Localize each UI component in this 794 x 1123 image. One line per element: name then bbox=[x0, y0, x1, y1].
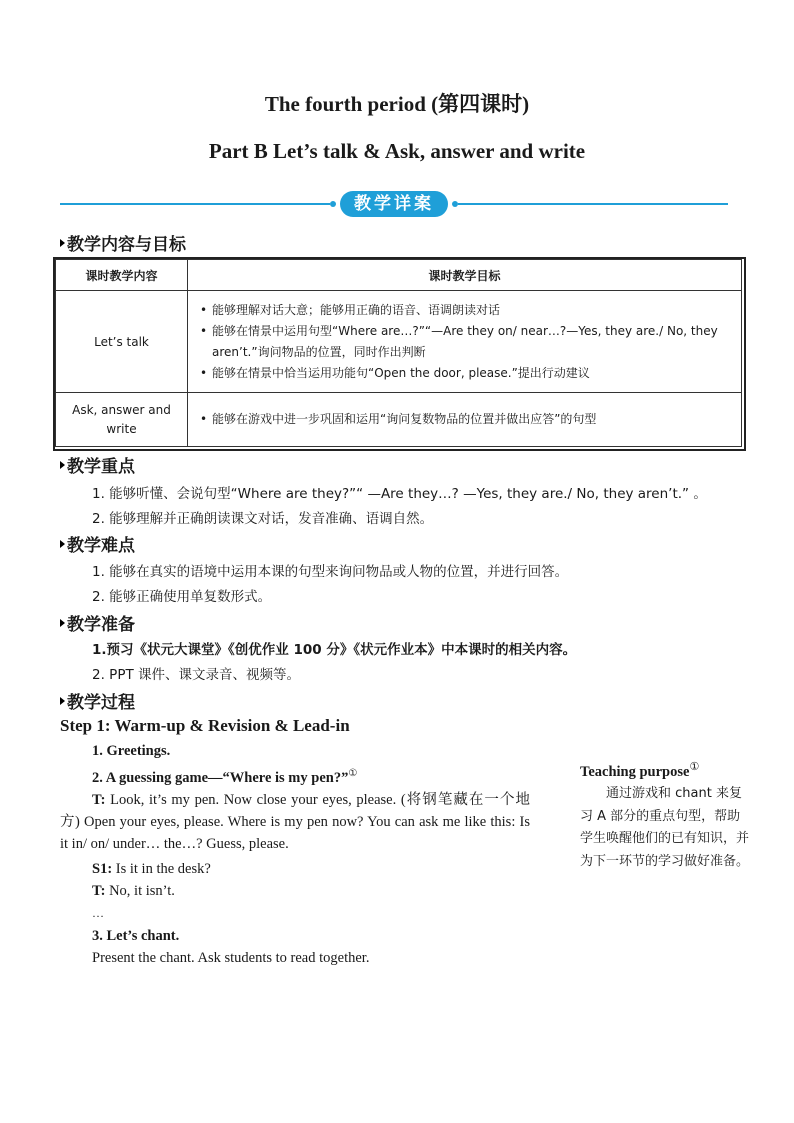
footnote-mark: ① bbox=[348, 768, 358, 779]
footnote-mark: ① bbox=[689, 761, 700, 773]
difficulty-item: 1. 能够在真实的语境中运用本课的句型来询问物品或人物的位置，并进行回答。 bbox=[92, 564, 569, 580]
table-header-goals: 课时教学目标 bbox=[188, 260, 742, 291]
key-point-item: 2. 能够理解并正确朗读课文对话，发音准确、语调自然。 bbox=[92, 511, 434, 527]
table-cell-goals bbox=[188, 291, 742, 393]
banner-dot-right bbox=[452, 201, 458, 207]
teaching-purpose-text: 通过游戏和 chant 来复习 A 部分的重点句型，帮助学生唤醒他们的已有知识，并为下一环节的学习做好准备。 bbox=[580, 786, 750, 869]
preparation-item: 2. PPT 课件、课文录音、视频等。 bbox=[92, 667, 300, 683]
ellipsis: … bbox=[92, 906, 104, 920]
section-banner bbox=[330, 191, 458, 217]
goal-item: • 能够理解对话大意；能够用正确的语音、语调朗读对话 bbox=[198, 300, 733, 321]
key-point-item: 1. 能够听懂、会说句型“Where are they?”“ —Are they…? —Yes, they are./ No, they aren’t.” 。 bbox=[92, 486, 707, 502]
triangle-bullet-icon bbox=[60, 239, 65, 247]
teacher-reply: T: No, it isn’t. bbox=[92, 883, 175, 899]
table-cell-goals bbox=[188, 393, 742, 447]
triangle-bullet-icon bbox=[60, 540, 65, 548]
goal-item: • 能够在情景中运用句型“Where are…?”“—Are they on/ near…?—Yes, they are./ No, they aren’t.”询问物品的位置，同时作出判断 bbox=[198, 321, 733, 363]
difficulty-item: 2. 能够正确使用单复数形式。 bbox=[92, 589, 272, 605]
table-cell-content: Ask, answer and write bbox=[56, 393, 188, 447]
lesson-title: The fourth period (第四课时) bbox=[264, 92, 530, 116]
table-row bbox=[56, 393, 742, 447]
objectives-table bbox=[55, 259, 742, 447]
guessing-game-item: 2. A guessing game—“Where is my pen?”① bbox=[92, 768, 358, 786]
banner-dot-left bbox=[330, 201, 336, 207]
table-header-row bbox=[56, 260, 742, 291]
section-heading-preparation: 教学准备 bbox=[60, 610, 135, 635]
section-heading-difficulties: 教学难点 bbox=[60, 531, 135, 556]
triangle-bullet-icon bbox=[60, 619, 65, 627]
lesson-subtitle: Part B Let’s talk & Ask, answer and write bbox=[208, 139, 586, 163]
triangle-bullet-icon bbox=[60, 697, 65, 705]
triangle-bullet-icon bbox=[60, 461, 65, 469]
greetings-item: 1. Greetings. bbox=[92, 743, 171, 759]
teacher-dialogue: T: Look, it’s my pen. Now close your eyes, please. (将钢笔藏在一个地方) Open your eyes, please. Where is my pen now? You can ask me like this: Is it in/ on/ under… the…? Guess, please. bbox=[60, 792, 530, 852]
step-heading: Step 1: Warm-up & Revision & Lead-in bbox=[60, 716, 350, 735]
banner-text: 教学详案 bbox=[354, 194, 434, 214]
section-heading-key-points: 教学重点 bbox=[60, 452, 135, 477]
banner-rule-right bbox=[458, 203, 728, 205]
teaching-purpose-title: Teaching purpose① bbox=[580, 761, 700, 780]
chant-description: Present the chant. Ask students to read together. bbox=[92, 950, 370, 966]
goal-item: • 能够在游戏中进一步巩固和运用“询问复数物品的位置并做出应答”的句型 bbox=[198, 409, 733, 430]
section-heading-process: 教学过程 bbox=[60, 688, 135, 713]
section-heading-content-goals: 教学内容与目标 bbox=[60, 230, 186, 255]
table-row bbox=[56, 291, 742, 393]
student-dialogue: S1: Is it in the desk? bbox=[92, 861, 211, 877]
table-header-content: 课时教学内容 bbox=[56, 260, 188, 291]
chant-item: 3. Let’s chant. bbox=[92, 928, 180, 944]
preparation-item: 1.预习《状元大课堂》《创优作业 100 分》《状元作业本》中本课时的相关内容。 bbox=[92, 642, 577, 658]
banner-rule-left bbox=[60, 203, 330, 205]
table-cell-content: Let’s talk bbox=[56, 291, 188, 393]
goal-item: • 能够在情景中恰当运用功能句“Open the door, please.”提出行动建议 bbox=[198, 363, 733, 384]
